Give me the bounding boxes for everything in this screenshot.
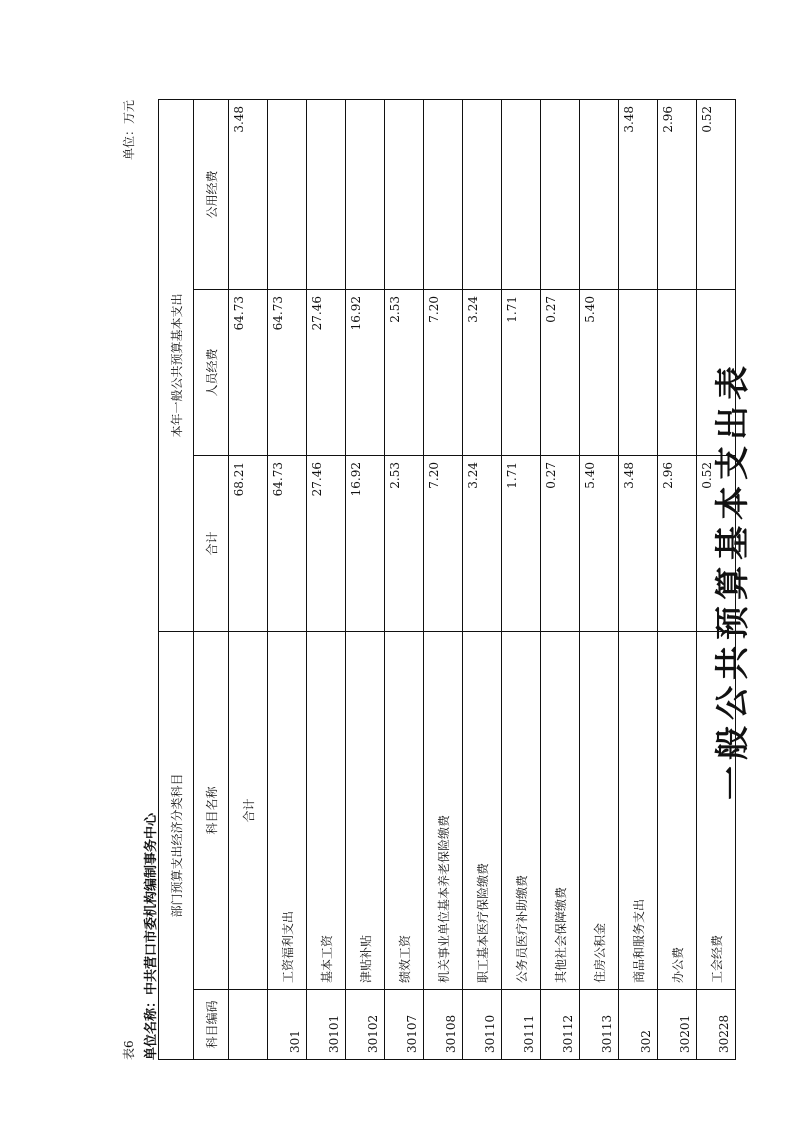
row-code: 30110	[463, 990, 502, 1060]
row-public	[502, 99, 541, 289]
header-personnel: 人员经费	[194, 289, 229, 455]
row-public	[307, 99, 346, 289]
header-name: 科目名称	[194, 631, 229, 989]
table-row	[424, 99, 463, 1059]
row-code: 30112	[541, 990, 580, 1060]
row-name: 绩效工资	[385, 631, 424, 989]
row-personnel: 16.92	[346, 289, 385, 455]
header-code: 科目编码	[194, 990, 229, 1060]
row-name: 机关事业单位基本养老保险缴费	[424, 631, 463, 989]
table-number: 表6	[122, 1040, 136, 1060]
table-row	[346, 99, 385, 1059]
row-public: 2.96	[658, 99, 697, 289]
row-public: 0.52	[697, 99, 736, 289]
row-public	[580, 99, 619, 289]
table-row	[307, 99, 346, 1059]
row-personnel	[658, 289, 697, 455]
row-name: 公务员医疗补助缴费	[502, 631, 541, 989]
row-name: 工资福利支出	[268, 631, 307, 989]
row-personnel: 1.71	[502, 289, 541, 455]
table-row	[697, 99, 736, 1059]
row-name: 职工基本医疗保险缴费	[463, 631, 502, 989]
row-name: 商品和服务支出	[619, 631, 658, 989]
row-public	[463, 99, 502, 289]
row-code: 30107	[385, 990, 424, 1060]
total-row-code	[229, 990, 268, 1060]
table-row	[502, 99, 541, 1059]
row-total: 27.46	[307, 455, 346, 631]
budget-table	[158, 99, 736, 1060]
row-total: 1.71	[502, 455, 541, 631]
row-public: 3.48	[619, 99, 658, 289]
row-code: 302	[619, 990, 658, 1060]
row-total: 64.73	[268, 455, 307, 631]
row-code: 30113	[580, 990, 619, 1060]
row-personnel: 3.24	[463, 289, 502, 455]
row-name: 基本工资	[307, 631, 346, 989]
row-public	[268, 99, 307, 289]
rotated-page	[120, 100, 790, 1060]
row-name: 办公费	[658, 631, 697, 989]
row-total: 0.52	[697, 455, 736, 631]
row-personnel: 2.53	[385, 289, 424, 455]
table-row	[580, 99, 619, 1059]
row-personnel	[619, 289, 658, 455]
row-public	[424, 99, 463, 289]
row-total: 5.40	[580, 455, 619, 631]
row-personnel: 27.46	[307, 289, 346, 455]
table-row	[463, 99, 502, 1059]
row-total: 2.96	[658, 455, 697, 631]
header-public: 公用经费	[194, 99, 229, 289]
row-total: 3.48	[619, 455, 658, 631]
row-name: 住房公积金	[580, 631, 619, 989]
row-name: 其他社会保障缴费	[541, 631, 580, 989]
table-row	[658, 99, 697, 1059]
row-public	[541, 99, 580, 289]
row-code: 301	[268, 990, 307, 1060]
total-row-label: 合计	[229, 631, 268, 989]
document-title: 一般公共预算基本支出表	[713, 360, 753, 800]
header-group-left: 部门预算支出经济分类科目	[159, 631, 194, 1059]
table-row	[268, 99, 307, 1059]
unit-name: 单位名称：中共营口市委机构编制事务中心	[144, 812, 159, 1060]
table-row	[385, 99, 424, 1059]
row-total: 0.27	[541, 455, 580, 631]
table-row	[619, 99, 658, 1059]
total-row	[229, 99, 268, 1059]
row-code: 30201	[658, 990, 697, 1060]
row-personnel: 7.20	[424, 289, 463, 455]
row-code: 30111	[502, 990, 541, 1060]
row-name: 津贴补贴	[346, 631, 385, 989]
total-row-personnel: 64.73	[229, 289, 268, 455]
row-total: 7.20	[424, 455, 463, 631]
row-public	[346, 99, 385, 289]
row-code: 30101	[307, 990, 346, 1060]
header-total: 合计	[194, 455, 229, 631]
row-personnel: 5.40	[580, 289, 619, 455]
unit-label: 单位：万元	[122, 100, 136, 161]
header-group-right: 本年一般公共预算基本支出	[159, 99, 194, 631]
row-code: 30102	[346, 990, 385, 1060]
row-total: 2.53	[385, 455, 424, 631]
total-row-public: 3.48	[229, 99, 268, 289]
row-code: 30228	[697, 990, 736, 1060]
row-total: 3.24	[463, 455, 502, 631]
total-row-total: 68.21	[229, 455, 268, 631]
row-personnel	[697, 289, 736, 455]
row-name: 工会经费	[697, 631, 736, 989]
row-personnel: 0.27	[541, 289, 580, 455]
row-code: 30108	[424, 990, 463, 1060]
row-total: 16.92	[346, 455, 385, 631]
row-public	[385, 99, 424, 289]
table-row	[541, 99, 580, 1059]
row-personnel: 64.73	[268, 289, 307, 455]
